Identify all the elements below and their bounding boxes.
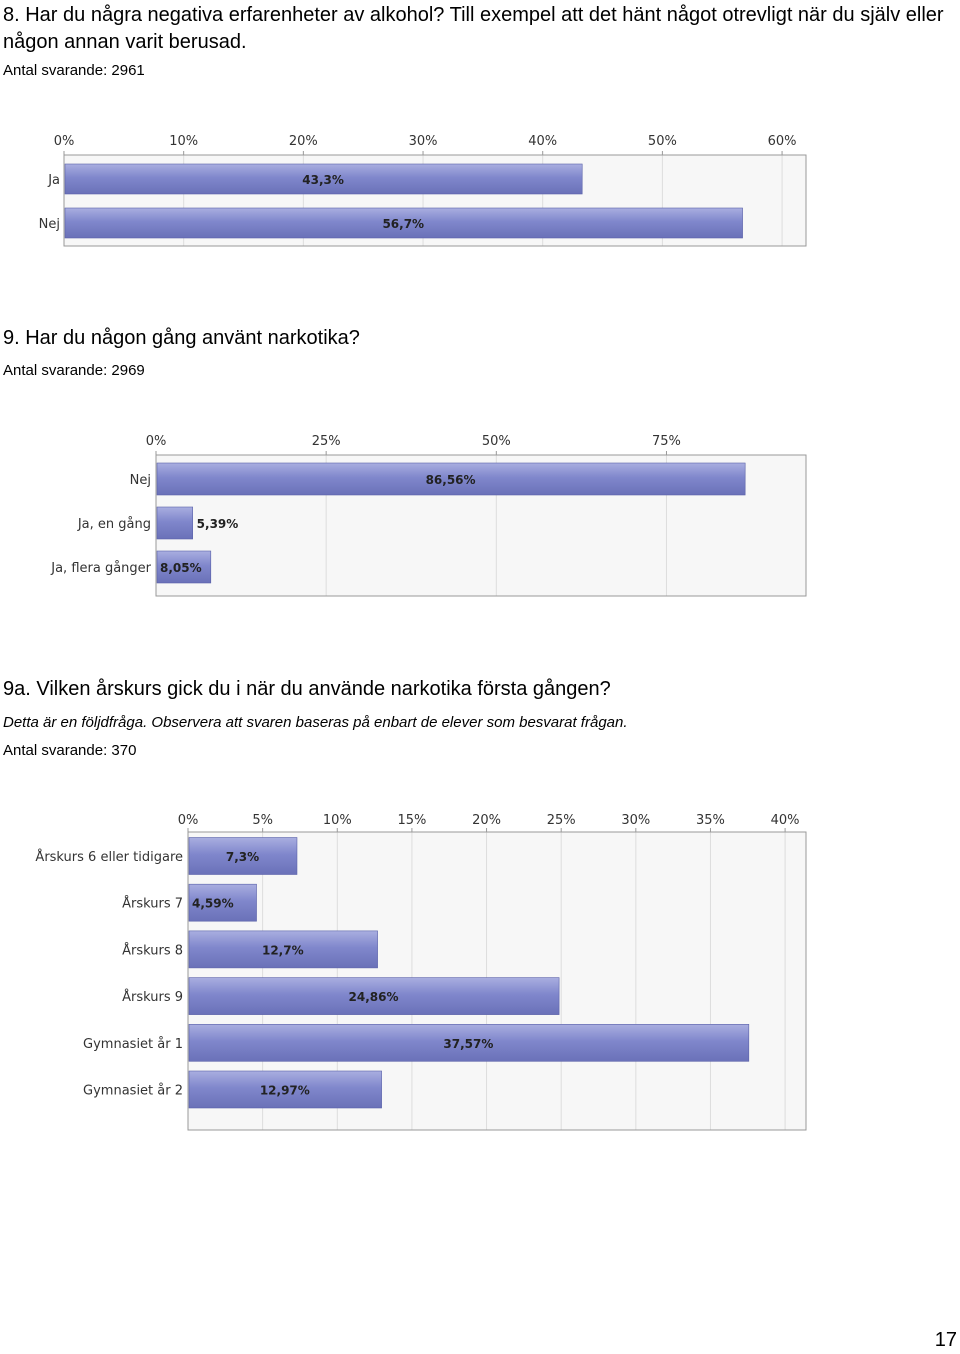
data-label: 7,3%	[225, 850, 260, 864]
chart-1	[39, 134, 806, 246]
tick-label: 50%	[481, 434, 511, 449]
question-9a-note: Detta är en följdfråga. Observera att svaren baseras på enbart de elever som besvarat frågan.	[3, 714, 628, 731]
question-9a-respondents: Antal svarande: 370	[3, 742, 137, 759]
category-label: Årskurs 8	[122, 943, 183, 959]
data-label: 43,3%	[302, 173, 344, 187]
category-label: Ja	[48, 173, 60, 188]
tick-label: 0%	[177, 813, 199, 828]
data-label: 37,57%	[443, 1036, 494, 1051]
tick-label: 10%	[169, 134, 199, 149]
chart-3	[35, 813, 806, 1130]
data-label: 4,59%	[192, 896, 234, 911]
tick-label: 25%	[546, 813, 576, 828]
data-label: 5,39%	[196, 517, 239, 531]
category-label: Årskurs 6 eller tidigare	[35, 850, 183, 865]
tick-label: 20%	[472, 813, 502, 828]
tick-label: 30%	[408, 134, 438, 149]
chart-2	[50, 434, 806, 596]
tick-label: 75%	[652, 434, 681, 449]
category-label: Nej	[129, 473, 151, 488]
question-8-title: 8. Har du några negativa erfarenheter av alkohol? Till exempel att det hänt något otrevligt när du själv eller någon annan varit berusad.	[3, 4, 944, 53]
page-number: 17	[934, 1329, 957, 1351]
tick-label: 0%	[145, 434, 167, 449]
question-9-respondents: Antal svarande: 2969	[3, 362, 145, 379]
question-9a-title: 9a. Vilken årskurs gick du i när du använde narkotika första gången?	[3, 678, 611, 700]
question-8-respondents: Antal svarande: 2961	[3, 62, 145, 79]
tick-label: 40%	[770, 813, 800, 828]
bar	[157, 507, 193, 539]
tick-label: 40%	[528, 134, 558, 149]
category-label: Ja, en gång	[77, 517, 151, 532]
category-label: Ja, flera gånger	[51, 561, 151, 576]
tick-label: 15%	[397, 813, 427, 828]
category-label: Nej	[38, 217, 60, 232]
data-label: 24,86%	[348, 990, 399, 1005]
tick-label: 20%	[288, 134, 318, 149]
tick-label: 30%	[621, 813, 651, 828]
tick-label: 25%	[311, 434, 341, 449]
tick-label: 10%	[322, 813, 352, 828]
data-label: 8,05%	[160, 561, 202, 575]
tick-label: 0%	[53, 134, 75, 149]
tick-label: 5%	[252, 813, 273, 828]
data-label: 12,97%	[259, 1083, 310, 1098]
category-label: Årskurs 7	[122, 896, 183, 912]
data-label: 56,7%	[382, 217, 425, 231]
category-label: Gymnasiet år 2	[83, 1083, 183, 1099]
tick-label: 35%	[696, 813, 725, 828]
tick-label: 50%	[647, 134, 677, 149]
category-label: Årskurs 9	[122, 990, 183, 1006]
data-label: 86,56%	[425, 473, 476, 487]
data-label: 12,7%	[261, 943, 304, 958]
question-9-title: 9. Har du någon gång använt narkotika?	[3, 327, 360, 349]
category-label: Gymnasiet år 1	[83, 1036, 183, 1052]
tick-label: 60%	[767, 134, 797, 149]
